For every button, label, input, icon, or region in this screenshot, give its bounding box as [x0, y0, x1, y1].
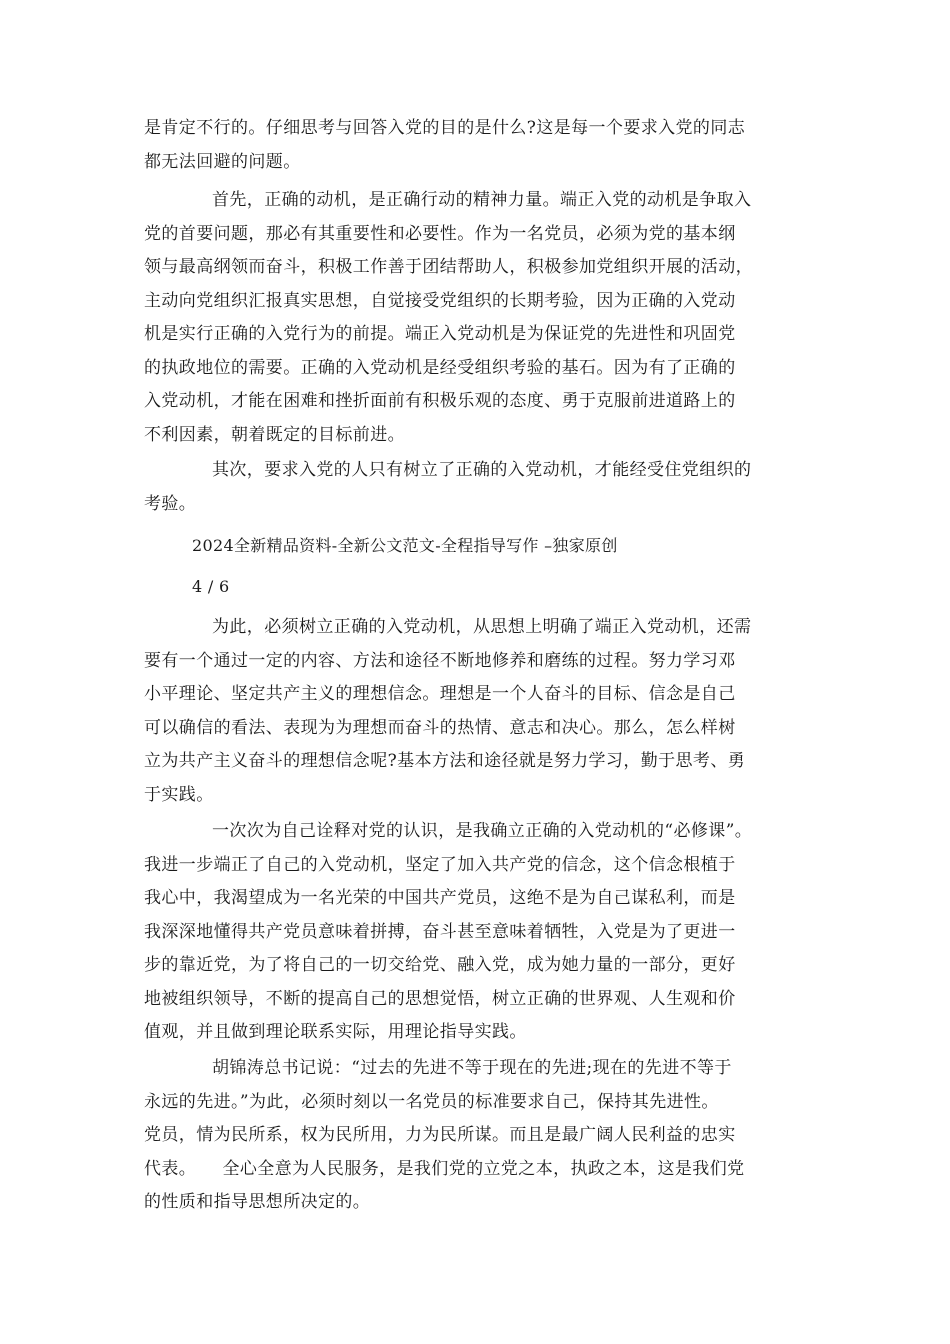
- text-line: 的执政地位的需要。正确的入党动机是经受组织考验的基石。因为有了正确的: [144, 357, 736, 378]
- text-line: 地被组织领导，不断的提高自己的思想觉悟，树立正确的世界观、人生观和价: [144, 988, 736, 1009]
- text-line: 是肯定不行的。仔细思考与回答入党的目的是什么?这是每一个要求入党的同志: [144, 118, 746, 138]
- paragraph-2: [144, 184, 808, 452]
- text-line: 领与最高纲领而奋斗，积极工作善于团结帮助人，积极参加党组织开展的活动，: [144, 257, 753, 277]
- paragraph-6: [144, 1052, 808, 1220]
- paragraph-1: [144, 112, 808, 179]
- page-number: 4 / 6: [192, 577, 230, 596]
- text-line: 都无法回避的问题。: [144, 151, 301, 172]
- text-line: 代表。 全心全意为人民服务，是我们党的立党之本，执政之本，这是我们党: [144, 1158, 745, 1179]
- paragraph-4: [144, 611, 808, 812]
- text-line: 步的靠近党，为了将自己的一切交给党、融入党，成为她力量的一部分，更好: [144, 955, 736, 975]
- text-line: 首先，正确的动机，是正确行动的精神力量。端正入党的动机是争取入: [212, 190, 752, 210]
- text-line: 值观，并且做到理论联系实际，用理论指导实践。: [144, 1022, 527, 1042]
- text-line: 胡锦涛总书记说：“过去的先进不等于现在的先进;现在的先进不等于: [212, 1058, 732, 1078]
- text-line: 的性质和指导思想所决定的。: [144, 1192, 371, 1212]
- document-footer-slogan: 2024全新精品资料-全新公文范文-全程指导写作 –独家原创: [192, 536, 618, 555]
- text-line: 机是实行正确的入党行为的前提。端正入党动机是为保证党的先进性和巩固党: [144, 324, 736, 344]
- text-line: 我心中，我渴望成为一名光荣的中国共产党员，这绝不是为自己谋私利，而是: [144, 888, 736, 908]
- text-line: 永远的先进。”为此，必须时刻以一名党员的标准要求自己，保持其先进性。: [144, 1091, 719, 1112]
- text-line: 其次，要求入党的人只有树立了正确的入党动机，才能经受住党组织的: [212, 460, 752, 480]
- text-line: 主动向党组织汇报真实思想，自觉接受党组织的长期考验，因为正确的入党动: [144, 290, 736, 311]
- text-line: 党员，情为民所系，权为民所用，力为民所谋。而且是最广阔人民利益的忠实: [144, 1125, 736, 1145]
- text-line: 可以确信的看法、表现为为理想而奋斗的热情、意志和决心。那么，怎么样树: [144, 717, 736, 738]
- text-line: 小平理论、坚定共产主义的理想信念。理想是一个人奋斗的目标、信念是自己: [144, 684, 736, 704]
- paragraph-5: [144, 815, 808, 1050]
- text-line: 考验。: [144, 493, 197, 514]
- text-line: 不利因素，朝着既定的目标前进。: [144, 424, 405, 445]
- text-line: 我深深地懂得共产党员意味着拼搏，奋斗甚至意味着牺牲，入党是为了更进一: [144, 921, 736, 942]
- text-line: 我进一步端正了自己的入党动机，坚定了加入共产党的信念，这个信念根植于: [144, 854, 736, 875]
- text-line: 党的首要问题，那必有其重要性和必要性。作为一名党员，必须为党的基本纲: [144, 223, 736, 244]
- text-line: 为此，必须树立正确的入党动机，从思想上明确了端正入党动机，还需: [212, 617, 752, 637]
- paragraph-3: [144, 454, 808, 521]
- text-line: 一次次为自己诠释对党的认识，是我确立正确的入党动机的“必修课”。: [212, 821, 753, 841]
- text-line: 要有一个通过一定的内容、方法和途径不断地修养和磨练的过程。努力学习邓: [144, 650, 736, 671]
- text-line: 入党动机，才能在困难和挫折面前有积极乐观的态度、勇于克服前进道路上的: [144, 391, 736, 411]
- text-line: 于实践。: [144, 784, 214, 805]
- text-line: 立为共产主义奋斗的理想信念呢?基本方法和途径就是努力学习，勤于思考、勇: [144, 751, 746, 771]
